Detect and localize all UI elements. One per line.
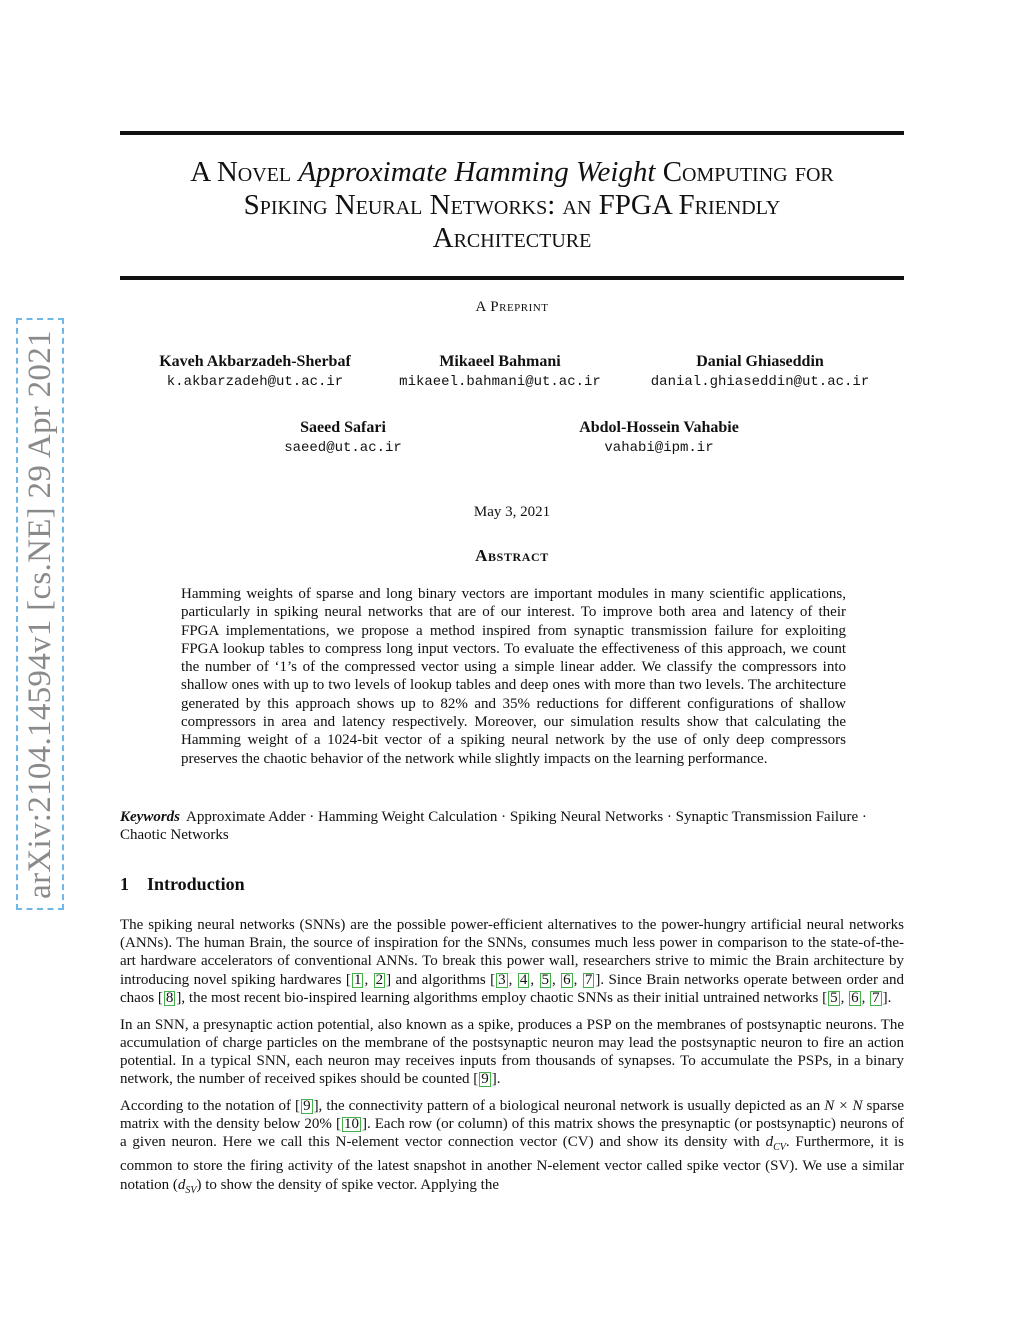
title-line-1: A Novel Approximate Hamming Weight Computing for <box>190 156 834 188</box>
paragraph-text: , <box>508 971 517 988</box>
paragraph-text: ] and algorithms [ <box>386 971 496 988</box>
citation-link[interactable]: 9 <box>481 1071 489 1088</box>
author-block <box>519 418 799 458</box>
author-email[interactable]: saeed@ut.ac.ir <box>284 440 402 456</box>
citation-link[interactable]: 4 <box>519 971 528 988</box>
keywords-label: Keywords <box>120 809 180 825</box>
paragraph-text: ]. <box>491 1071 501 1088</box>
paragraph-text: ]. <box>882 989 892 1006</box>
paragraph-text: . Furthermore, it is common to store the firing activity of the latest snapshot in another N-element vector called spike vector (SV). We use a similar notation ( <box>120 1134 904 1193</box>
title-line-2: Spiking Neural Networks: an FPGA Friendly <box>243 189 781 221</box>
citation-link[interactable]: 6 <box>851 989 859 1006</box>
body-paragraph <box>120 916 904 1007</box>
author-email[interactable]: danial.ghiaseddin@ut.ac.ir <box>650 374 870 390</box>
inline-math: $d_{SV}$ <box>177 1176 197 1196</box>
abstract-text: Hamming weights of sparse and long binary vectors are important modules in many scientific applications, particularly in spiking neural networks that are of our interest. To improve both area and latency of their FPGA implementations, we propose a method inspired from synaptic transmission failure for exploiting FPGA lookup tables to compress long input vectors. To evaluate the effectiveness of this approach, we count the number of ‘1’s of the compressed vector using a simple linear adder. We classify the compressors into shallow ones with up to two levels of lookup tables and deep ones with more than two levels. The architecture generated by this approach shows up to 82% and 35% reductions for different configurations of shallow compressors in area and latency respectively. Moreover, our simulation results show that calculating the Hamming weight of a 1024-bit vector of a spiking neural network by the use of only deep compressors preserves the chaotic behavior of the network while slightly impacts on the learning performance. <box>181 586 846 767</box>
paragraph-text: , <box>364 971 373 988</box>
keywords-list: Approximate Adder · Hamming Weight Calculation · Spiking Neural Networks · Synaptic Transmission Failure · Chaotic Networks <box>120 809 867 844</box>
citation-link[interactable]: 9 <box>303 1097 311 1114</box>
citation-link[interactable]: 10 <box>343 1116 359 1133</box>
citation-link[interactable]: 1 <box>353 971 362 988</box>
paragraph-text: , <box>861 989 870 1006</box>
abstract-heading: Abstract <box>475 546 549 565</box>
author-block <box>115 352 395 392</box>
paragraph-text: ]. Since Brain networks operate between order and chaos [ <box>120 971 905 1006</box>
author-block <box>203 418 483 458</box>
paragraph-text: , <box>573 971 582 988</box>
title-rule-top <box>120 131 904 135</box>
paragraph-text: , <box>840 989 849 1006</box>
author-name: Kaveh Akbarzadeh-Sherbaf <box>159 353 351 370</box>
citation-link[interactable]: 5 <box>830 989 838 1006</box>
preprint-label: A Preprint <box>475 299 549 315</box>
title-rule-bottom <box>120 276 904 280</box>
paragraph-text: ]. Each row (or column) of this matrix shows the presynaptic (or postsynaptic) neurons of a given neuron. Here we call this N-element vector connection vector (CV) and show its density with <box>120 1116 904 1151</box>
paragraph-text: ) to show the density of spike vector. Applying the <box>196 1176 499 1193</box>
author-name: Saeed Safari <box>300 419 386 436</box>
author-email[interactable]: vahabi@ipm.ir <box>604 440 714 456</box>
title-line-3: Architecture <box>432 222 592 254</box>
citation-link[interactable]: 6 <box>563 971 571 988</box>
section-heading <box>120 874 904 895</box>
author-name: Abdol-Hossein Vahabie <box>579 419 739 436</box>
paragraph-text: ], the most recent bio-inspired learning algorithms employ chaotic SNNs as their initial untrained networks [ <box>176 989 828 1006</box>
publication-date: May 3, 2021 <box>473 504 551 520</box>
section-title: Introduction <box>147 874 245 894</box>
paragraph-text: , <box>552 971 561 988</box>
citation-link[interactable]: 7 <box>584 971 593 988</box>
section-number: 1 <box>120 874 129 894</box>
paragraph-text: The spiking neural networks (SNNs) are the possible power-efficient alternatives to the power-hungry artificial neural networks (ANNs). The human Brain, the source of inspiration for the SNNs, consumes much less power in comparison to the state-of-the-art hardware accelerators of conventional ANNs. To break this power wall, researchers strive to mimic the Brain architecture by introducing novel spiking hardwares [ <box>120 917 904 988</box>
author-name: Mikaeel Bahmani <box>439 353 561 370</box>
author-block <box>620 352 900 392</box>
arxiv-identifier: arXiv:2104.14594v1 [cs.NE] 29 Apr 2021 <box>21 329 58 899</box>
paragraph-text: According to the notation of [ <box>120 1097 301 1114</box>
paragraph-text: In an SNN, a presynaptic action potential, also known as a spike, produces a PSP on the membranes of postsynaptic neurons. The accumulation of charge particles on the membrane of the postsynaptic neuron may lead the postsynaptic neuron to fire an action potential. In a typical SNN, each neuron may receives inputs from thousands of synapses. To accumulate the PSPs, in a binary network, the number of received spikes should be counted [ <box>120 1016 904 1088</box>
citation-link[interactable]: 3 <box>498 971 506 988</box>
body-paragraph <box>120 1097 904 1200</box>
author-email[interactable]: k.akbarzadeh@ut.ac.ir <box>166 374 344 390</box>
author-email[interactable]: mikaeel.bahmani@ut.ac.ir <box>399 374 601 390</box>
author-block <box>360 352 640 392</box>
paragraph-text: ], the connectivity pattern of a biological neuronal network is usually depicted as an <box>313 1097 825 1114</box>
keywords-block <box>120 808 904 845</box>
body-paragraph <box>120 1016 904 1089</box>
citation-link[interactable]: 8 <box>165 989 174 1006</box>
introduction-body <box>120 916 904 1208</box>
arxiv-identifier-stamp <box>16 318 64 910</box>
citation-link[interactable]: 7 <box>872 989 880 1006</box>
paragraph-text: , <box>530 971 539 988</box>
author-name: Danial Ghiaseddin <box>696 353 824 370</box>
inline-math: $d_{CV}$ <box>765 1134 786 1154</box>
paragraph-text: sparse matrix with the density below 20% [ <box>120 1097 904 1133</box>
inline-math: N × N <box>824 1097 863 1114</box>
paper-title <box>120 156 904 255</box>
citation-link[interactable]: 5 <box>541 971 549 988</box>
citation-link[interactable]: 2 <box>375 971 384 988</box>
